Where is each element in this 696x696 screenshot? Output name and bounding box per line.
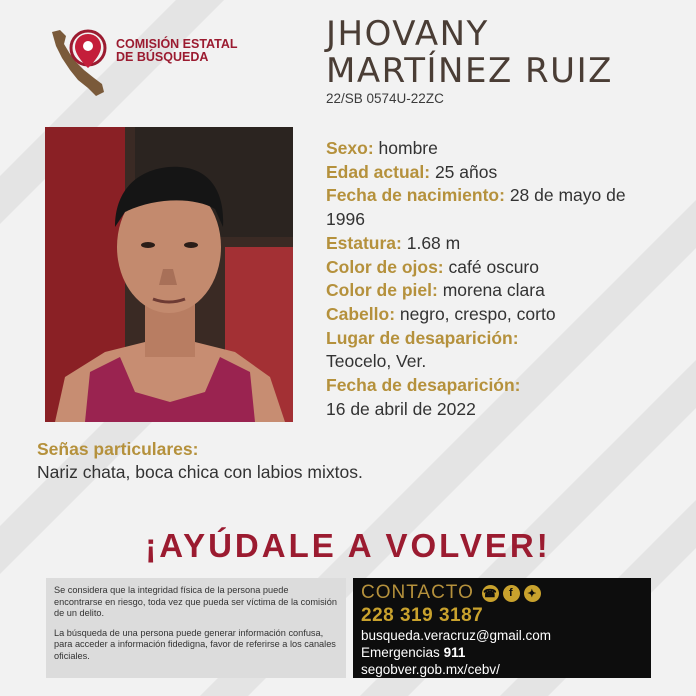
detail-fecha: 16 de abril de 2022 — [326, 398, 476, 419]
contact-icons — [482, 585, 541, 602]
case-id: 22/SB 0574U-22ZC — [326, 91, 444, 106]
disclaimer-p2: La búsqueda de una persona puede generar información confusa, para acceder a información fidedigna, favor de referirse a los canales oficiales. — [54, 627, 336, 661]
senas-label: Señas particulares: — [37, 439, 199, 459]
senas-text: Nariz chata, boca chica con labios mixtos. — [37, 462, 363, 482]
logo — [44, 26, 114, 98]
disclaimer-box — [46, 578, 346, 678]
disclaimer-p1: Se considera que la integridad física de la persona puede encontrarse en riesgo, toda vez que pueda ser víctima de la comisión de un delito. — [54, 585, 337, 618]
help-banner: ¡AYÚDALE A VOLVER! — [145, 527, 551, 564]
contact-phone[interactable]: 228 319 3187 — [361, 605, 484, 626]
logo-line1: COMISIÓN ESTATAL — [116, 37, 238, 51]
contact-title: CONTACTO — [361, 582, 474, 603]
detail-estatura: Estatura: 1.68 m — [326, 232, 461, 253]
name-line1: JHOVANY — [326, 14, 489, 54]
detail-edad: Edad actual: 25 años — [326, 161, 498, 182]
contact-emergency: Emergencias 911 — [361, 645, 466, 660]
detail-cabello: Cabello: negro, crespo, corto — [326, 303, 556, 324]
distinguishing-marks — [37, 438, 363, 484]
person-details — [326, 137, 626, 421]
contact-box — [353, 578, 651, 678]
emergency-number[interactable]: 911 — [443, 645, 466, 660]
detail-sexo: Sexo: hombre — [326, 138, 438, 158]
facebook-icon[interactable]: f — [503, 585, 520, 602]
contact-title-row — [361, 582, 643, 604]
contact-web[interactable]: segobver.gob.mx/cebv/ — [361, 662, 500, 677]
name-line2: MARTÍNEZ RUIZ — [326, 51, 613, 91]
person-photo — [45, 127, 293, 422]
person-name — [326, 16, 613, 90]
phone-icon: ☎ — [482, 585, 499, 602]
detail-nacimiento: Fecha de nacimiento: 28 de mayo de 1996 — [326, 185, 626, 230]
detail-lugar-label: Lugar de desaparición: — [326, 327, 519, 348]
detail-fecha-label: Fecha de desaparición: — [326, 375, 521, 396]
detail-piel: Color de piel: morena clara — [326, 280, 545, 301]
detail-lugar: Teocelo, Ver. — [326, 351, 427, 372]
detail-ojos: Color de ojos: café oscuro — [326, 256, 539, 277]
logo-line2: DE BÚSQUEDA — [116, 50, 209, 64]
twitter-icon[interactable]: ✦ — [524, 585, 541, 602]
logo-text — [116, 38, 238, 64]
contact-email[interactable]: busqueda.veracruz@gmail.com — [361, 628, 552, 643]
